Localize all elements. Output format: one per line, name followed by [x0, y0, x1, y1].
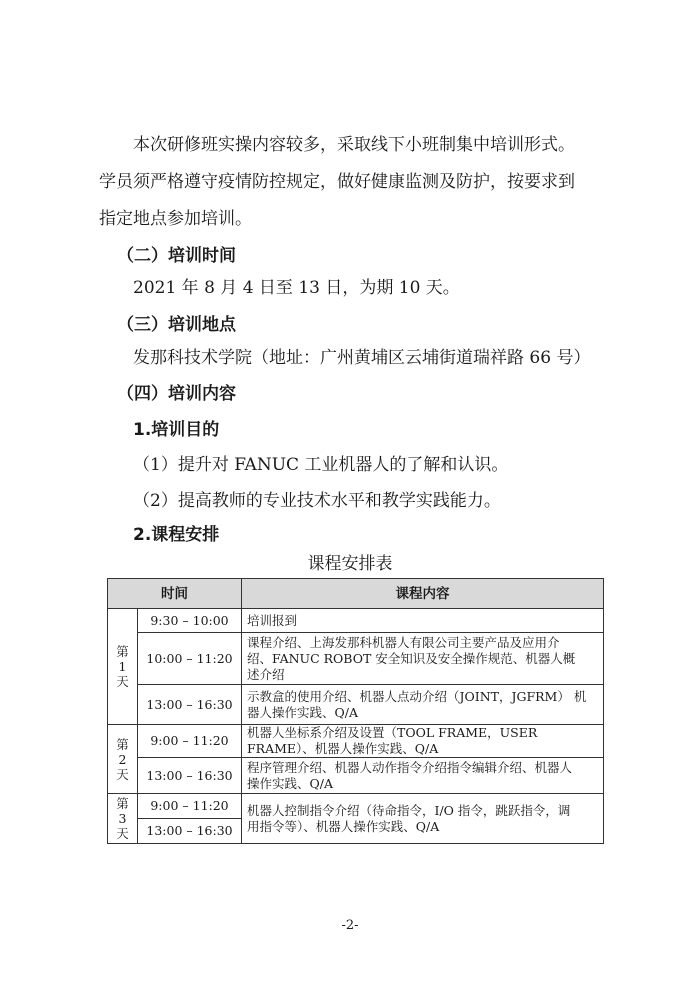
content-cell [242, 725, 604, 758]
time-cell: 9:00 – 11:20 [138, 725, 242, 758]
day-label [108, 725, 138, 794]
table-row [108, 685, 604, 725]
header-content: 课程内容 [242, 579, 604, 609]
time-cell: 13:00 – 16:30 [138, 819, 242, 844]
goal-item: （2）提高教师的专业技术水平和教学实践能力。 [133, 491, 501, 511]
content-line: 操作实践、Q/A [247, 775, 333, 791]
time-cell: 9:00 – 11:20 [138, 794, 242, 819]
time-cell: 13:00 – 16:30 [138, 758, 242, 794]
goal-item: （1）提升对 FANUC 工业机器人的了解和认识。 [133, 455, 509, 475]
content-line: 绍、FANUC ROBOT 安全知识及安全操作规范、机器人概 [247, 650, 576, 666]
table-row [108, 725, 604, 758]
content-cell [242, 794, 604, 844]
content-line: FRAME）、机器人操作实践、Q/A [247, 741, 439, 756]
subheading-goal: 1.培训目的 [133, 420, 220, 440]
time-cell: 9:30 – 10:00 [138, 609, 242, 633]
paragraph-line: 本次研修班实操内容较多，采取线下小班制集中培训形式。 [133, 135, 575, 155]
day-label-char: 第 [116, 796, 129, 811]
section-heading-content: （四）培训内容 [117, 384, 236, 404]
content-cell [242, 758, 604, 794]
content-line: 课程介绍、上海发那科机器人有限公司主要产品及应用介 [247, 634, 560, 650]
day-label [108, 794, 138, 844]
place-text: 发那科技术学院（地址：广州黄埔区云埔街道瑞祥路 66 号） [133, 348, 591, 368]
content-line: 培训报到 [247, 612, 298, 628]
content-line: 述介绍 [247, 666, 285, 682]
content-line: 器人操作实践、Q/A [247, 704, 358, 720]
content-cell [242, 609, 604, 633]
time-text: 2021 年 8 月 4 日至 13 日，为期 10 天。 [133, 278, 460, 298]
time-cell: 13:00 – 16:30 [138, 685, 242, 725]
day-label [108, 609, 138, 725]
section-heading-time: （二）培训时间 [117, 246, 236, 266]
day-label-char: 天 [116, 766, 129, 782]
day-label-char: 3 [118, 811, 127, 826]
content-line: 示教盒的使用介绍、机器人点动介绍（JOINT，JGFRM） 机 [247, 688, 587, 704]
content-line: 机器人控制指令介绍（待命指令，I/O 指令，跳跃指令，调 [247, 802, 571, 818]
content-line: 用指令等）、机器人操作实践、Q/A [247, 818, 440, 834]
table-row [108, 633, 604, 685]
header-time: 时间 [108, 579, 242, 609]
content-cell [242, 633, 604, 685]
content-cell [242, 685, 604, 725]
table-row [108, 758, 604, 794]
schedule-table [107, 578, 604, 844]
day-label-char: 天 [116, 826, 129, 841]
time-cell: 10:00 – 11:20 [138, 633, 242, 685]
paragraph-line: 学员须严格遵守疫情防控规定，做好健康监测及防护，按要求到 [99, 172, 575, 192]
day-label-char: 天 [116, 674, 129, 689]
table-row [108, 794, 604, 819]
paragraph-line: 指定地点参加培训。 [99, 209, 252, 229]
content-line: 程序管理介绍、机器人动作指令介绍指令编辑介绍、机器人 [247, 759, 573, 775]
table-row [108, 609, 604, 633]
day-label-char: 2 [118, 751, 127, 767]
content-line: 机器人坐标系介绍及设置（TOOL FRAME，USER [247, 725, 538, 740]
day-label-char: 1 [118, 659, 127, 674]
day-label-char: 第 [116, 644, 129, 659]
table-title: 课程安排表 [307, 554, 393, 574]
page-number: -2- [341, 918, 359, 933]
table-header-row [108, 579, 604, 609]
section-heading-place: （三）培训地点 [117, 315, 236, 335]
subheading-schedule: 2.课程安排 [133, 525, 220, 545]
day-label-char: 第 [116, 736, 129, 752]
